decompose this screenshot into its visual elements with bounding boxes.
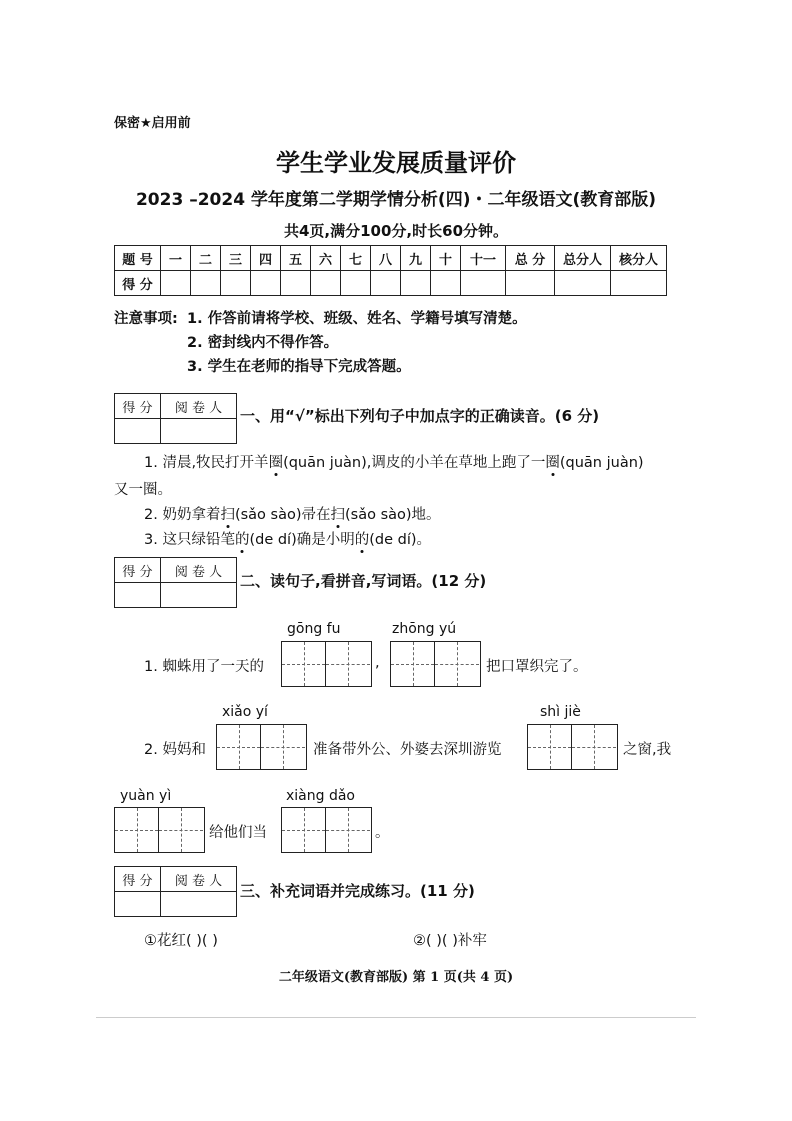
table-cell: 二	[191, 246, 221, 271]
sentence-3-end: 。	[375, 825, 390, 841]
score-table	[114, 245, 667, 296]
score-cell[interactable]	[191, 271, 221, 296]
text: 1. 清晨,牧民打开羊	[144, 455, 269, 471]
writing-grid[interactable]	[527, 724, 618, 770]
score-cell[interactable]	[281, 271, 311, 296]
writing-grid[interactable]	[281, 807, 372, 853]
grader-box	[114, 393, 237, 444]
grader-reviewer-field[interactable]	[161, 419, 237, 444]
note-item: 3. 学生在老师的指导下完成答题。	[187, 359, 411, 375]
grader-reviewer-field[interactable]	[161, 892, 237, 917]
table-cell: 得 分	[115, 271, 161, 296]
text: (de dí)。	[369, 532, 432, 548]
text: (de dí)确是小明	[249, 532, 355, 548]
note-item: 2. 密封线内不得作答。	[187, 335, 339, 351]
grader-score-label: 得 分	[115, 558, 161, 583]
sentence-2-end: 之窗,我	[623, 742, 672, 758]
table-cell: 八	[371, 246, 401, 271]
secret-label: 保密★启用前	[114, 116, 191, 131]
score-cell[interactable]	[506, 271, 555, 296]
score-cell[interactable]	[401, 271, 431, 296]
section3-question-2: ②( )( )补牢	[413, 933, 487, 949]
page-title: 学生学业发展质量评价	[276, 149, 516, 177]
score-table-header-row	[115, 246, 667, 271]
exam-meta: 共4页,满分100分,时长60分钟。	[283, 222, 509, 240]
table-cell: 六	[311, 246, 341, 271]
score-cell[interactable]	[311, 271, 341, 296]
sentence-1-text: 1. 蜘蛛用了一天的	[144, 659, 264, 675]
section1-question-1	[144, 451, 644, 472]
table-cell: 总分人	[555, 246, 611, 271]
score-cell[interactable]	[161, 271, 191, 296]
grader-box	[114, 866, 237, 917]
table-cell: 九	[401, 246, 431, 271]
section3-question-1: ①花红( )( )	[144, 933, 218, 949]
score-cell[interactable]	[341, 271, 371, 296]
sentence-3-middle: 给他们当	[209, 825, 267, 841]
writing-grid[interactable]	[216, 724, 307, 770]
score-cell[interactable]	[221, 271, 251, 296]
pinyin-label: yuàn yì	[120, 788, 172, 804]
pinyin-label: xiǎo yí	[222, 704, 268, 720]
exam-subtitle: 2023 –2024 学年度第二学期学情分析(四)・二年级语文(教育部版)	[135, 190, 657, 210]
score-cell[interactable]	[461, 271, 506, 296]
grader-score-label: 得 分	[115, 867, 161, 892]
score-cell[interactable]	[251, 271, 281, 296]
grader-box	[114, 557, 237, 608]
note-item: 1. 作答前请将学校、班级、姓名、学籍号填写清楚。	[187, 311, 527, 327]
grader-score-field[interactable]	[115, 419, 161, 444]
grader-score-field[interactable]	[115, 583, 161, 608]
pinyin-label: xiàng dǎo	[286, 788, 355, 804]
table-cell: 三	[221, 246, 251, 271]
dotted-char: 圈	[269, 451, 284, 472]
grader-reviewer-label: 阅 卷 人	[161, 867, 237, 892]
pinyin-label: shì jiè	[540, 704, 581, 720]
text: (quān juàn)	[559, 455, 644, 471]
dotted-char: 圈	[545, 451, 560, 472]
dotted-char: 的	[235, 528, 250, 549]
table-cell: 十	[431, 246, 461, 271]
grader-reviewer-label: 阅 卷 人	[161, 558, 237, 583]
score-cell[interactable]	[555, 271, 611, 296]
table-cell: 核分人	[611, 246, 667, 271]
score-cell[interactable]	[611, 271, 667, 296]
grader-score-label: 得 分	[115, 394, 161, 419]
table-cell: 总 分	[506, 246, 555, 271]
pinyin-label: gōng fu	[287, 621, 341, 637]
notes-label: 注意事项:	[114, 311, 178, 327]
sentence-2-start: 2. 妈妈和	[144, 742, 206, 758]
sentence-1-comma: ,	[375, 655, 380, 671]
divider	[96, 1017, 696, 1018]
score-cell[interactable]	[431, 271, 461, 296]
table-cell: 一	[161, 246, 191, 271]
pinyin-label: zhōng yú	[392, 621, 457, 637]
section1-question-2	[144, 503, 441, 524]
page-footer: 二年级语文(教育部版) 第 1 页(共 4 页)	[278, 970, 514, 985]
section1-title: 一、用“√”标出下列句子中加点字的正确读音。(6 分)	[240, 407, 600, 425]
text: (sǎo sào)帚在	[234, 507, 331, 523]
table-cell: 十一	[461, 246, 506, 271]
table-cell: 五	[281, 246, 311, 271]
grader-reviewer-label: 阅 卷 人	[161, 394, 237, 419]
section3-title: 三、补充词语并完成练习。(11 分)	[240, 882, 475, 900]
text: (sǎo sào)地。	[345, 507, 441, 523]
table-cell: 四	[251, 246, 281, 271]
text: 2. 奶奶拿着	[144, 507, 221, 523]
score-table-score-row	[115, 271, 667, 296]
writing-grid[interactable]	[114, 807, 205, 853]
sentence-1-end: 把口罩织完了。	[486, 659, 588, 675]
dotted-char: 扫	[220, 503, 235, 524]
table-cell: 题 号	[115, 246, 161, 271]
grader-score-field[interactable]	[115, 892, 161, 917]
dotted-char: 扫	[331, 503, 346, 524]
section2-title: 二、读句子,看拼音,写词语。(12 分)	[240, 572, 487, 590]
writing-grid[interactable]	[281, 641, 372, 687]
text: (quān juàn),调皮的小羊在草地上跑了一	[283, 455, 546, 471]
writing-grid[interactable]	[390, 641, 481, 687]
section1-question-1-cont: 又一圈。	[114, 482, 172, 498]
grader-reviewer-field[interactable]	[161, 583, 237, 608]
section1-question-3	[144, 528, 431, 549]
score-cell[interactable]	[371, 271, 401, 296]
table-cell: 七	[341, 246, 371, 271]
dotted-char: 的	[355, 528, 370, 549]
sentence-2-middle: 准备带外公、外婆去深圳游览	[313, 742, 502, 758]
text: 3. 这只绿铅笔	[144, 532, 235, 548]
